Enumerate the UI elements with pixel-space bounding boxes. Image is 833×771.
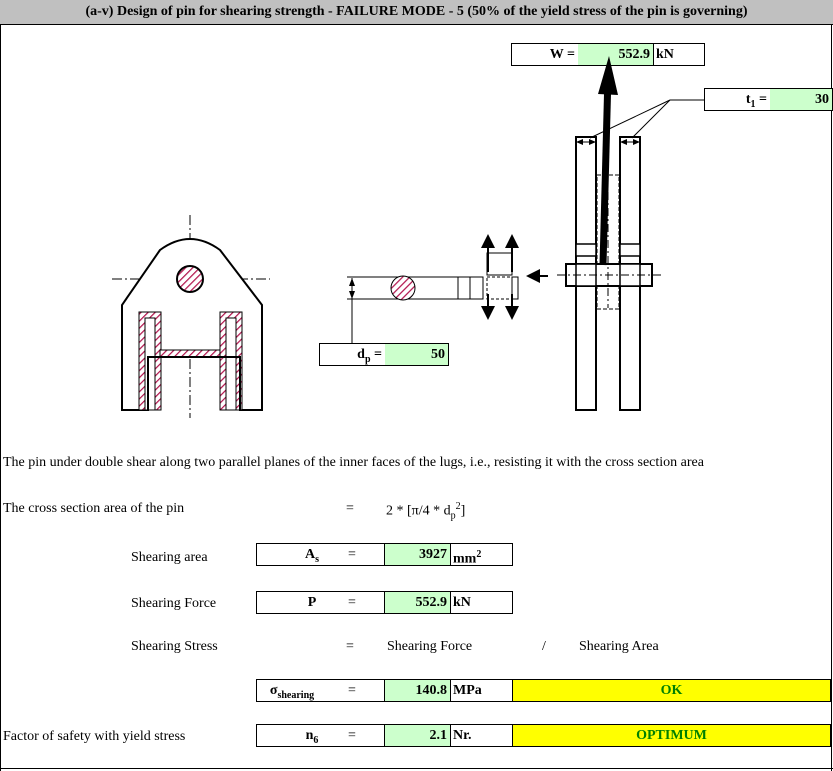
- shearing-force-label: Shearing Force: [131, 596, 217, 611]
- load-value[interactable]: 552.9: [578, 44, 653, 65]
- shearing-area-value[interactable]: 3927: [384, 544, 450, 565]
- thickness-value[interactable]: 30: [770, 89, 832, 110]
- shearing-force-box: [256, 591, 513, 614]
- cross-section-label: The cross section area of the pin: [3, 501, 185, 516]
- shearing-force-eq: =: [348, 595, 356, 610]
- factor-of-safety-eq: =: [348, 728, 356, 743]
- shearing-stress-unit: MPa: [450, 680, 512, 701]
- shearing-stress-eq: =: [346, 639, 354, 654]
- pin-side-view: [347, 236, 548, 343]
- shearing-area-symbol: $A_s$: [304, 547, 320, 565]
- pin-lug-drawing: [0, 25, 833, 425]
- shearing-stress-eq2: =: [348, 683, 356, 698]
- shearing-area-label: Shearing area: [131, 550, 208, 565]
- pin-diameter-value[interactable]: 50: [385, 344, 448, 365]
- shearing-stress-status: OK: [512, 680, 830, 701]
- shearing-force-value[interactable]: 552.9: [384, 592, 450, 613]
- shearing-stress-label: Shearing Stress: [131, 639, 218, 654]
- cross-section-formula: $2 * [\pi/4 * d_p^2]$: [386, 501, 466, 522]
- shearing-stress-value[interactable]: 140.8: [384, 680, 450, 701]
- pin-diameter-label: $d_p$ =: [357, 347, 382, 365]
- description-text: The pin under double shear along two parallel planes of the inner faces of the lugs, i.e., resisting it with the cross section area: [3, 455, 704, 470]
- shearing-area-eq: =: [348, 547, 356, 562]
- shearing-stress-symbol: $\sigma_{shearing}$: [269, 683, 315, 701]
- shearing-area-box: [256, 543, 513, 566]
- shearing-stress-slash: /: [542, 639, 546, 654]
- thickness-label: $t_1$ =: [745, 92, 767, 110]
- factor-of-safety-box: [256, 724, 831, 747]
- section-title: (a-v) Design of pin for shearing strength - FAILURE MODE - 5 (50% of the yield stress of the pin is governing): [0, 0, 833, 25]
- factor-of-safety-label: Factor of safety with yield stress: [3, 729, 186, 744]
- factor-of-safety-value[interactable]: 2.1: [384, 725, 450, 746]
- load-unit: kN: [653, 44, 704, 65]
- factor-of-safety-symbol: $n_6$: [305, 728, 319, 746]
- frame-bottom-border: [0, 768, 833, 769]
- shearing-stress-numerator: Shearing Force: [387, 639, 473, 654]
- shearing-force-symbol: P: [307, 595, 317, 610]
- shearing-stress-denominator: Shearing Area: [579, 639, 659, 654]
- cross-section-eq: =: [346, 501, 354, 516]
- factor-of-safety-unit: Nr.: [450, 725, 512, 746]
- shearing-stress-box: [256, 679, 831, 702]
- lug-section-view: [557, 56, 704, 410]
- clevis-front-view: [112, 215, 270, 418]
- shearing-force-unit: kN: [450, 592, 512, 613]
- shearing-area-unit: $mm^2$: [450, 544, 512, 565]
- load-label: W =: [549, 47, 575, 62]
- factor-of-safety-status: OPTIMUM: [512, 725, 830, 746]
